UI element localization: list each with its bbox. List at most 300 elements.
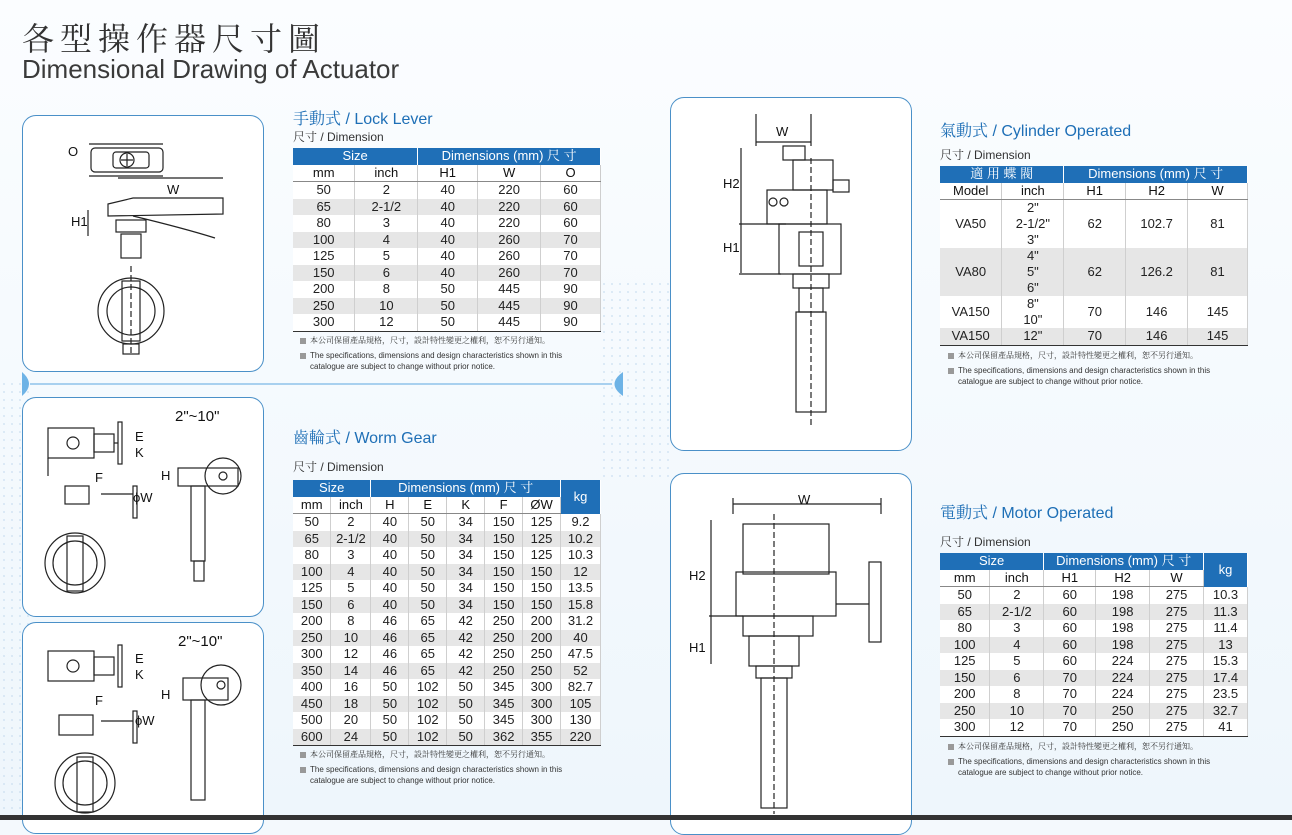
worm-drawing-panel-1 (22, 397, 264, 617)
cell: 60 (1044, 587, 1096, 604)
cell: 102 (409, 696, 447, 713)
cell: 40 (418, 248, 478, 265)
col-header: H1 (418, 165, 478, 182)
cell: 150 (485, 514, 523, 531)
cell: 275 (1150, 686, 1204, 703)
note-en-2: catalogue are subject to change without prior notice. (958, 768, 1144, 777)
cell: 100 (293, 232, 355, 249)
cell: 70 (1064, 328, 1126, 345)
cell: 70 (1044, 703, 1096, 720)
cell: 275 (1150, 703, 1204, 720)
cell: 600 (293, 729, 331, 746)
cell: 50 (418, 314, 478, 331)
cell: 81 (1188, 248, 1248, 296)
col-header: mm (293, 165, 355, 182)
table-row (940, 719, 1248, 736)
inch-value: 6" (1026, 280, 1039, 295)
cell: 125 (940, 653, 990, 670)
cell: 6 (990, 670, 1044, 687)
cell: 275 (1150, 604, 1204, 621)
cell: 81 (1188, 200, 1248, 249)
worm-section-title: 齒輪式 / Worm Gear (293, 430, 437, 447)
inch-value: 3" (1026, 232, 1039, 247)
cell: 90 (541, 281, 601, 298)
dim-label-e: E (135, 651, 144, 666)
cell: 300 (523, 696, 561, 713)
col-header: ØW (523, 497, 561, 514)
cell: 198 (1096, 637, 1150, 654)
cell: 355 (523, 729, 561, 746)
table-row (293, 215, 601, 232)
cell: 15.3 (1204, 653, 1248, 670)
cell: 50 (409, 547, 447, 564)
cell: 125 (523, 514, 561, 531)
cell: 34 (447, 564, 485, 581)
cell (1002, 328, 1064, 345)
cell: 250 (293, 630, 331, 647)
dim-label-w: ϕW (133, 490, 153, 505)
cell: 34 (447, 514, 485, 531)
table-row (293, 248, 601, 265)
size-range-label: 2"~10" (175, 408, 220, 425)
cell: 32.7 (1204, 703, 1248, 720)
cell: 224 (1096, 653, 1150, 670)
cell: 34 (447, 531, 485, 548)
cell: 42 (447, 663, 485, 680)
cell: 300 (523, 679, 561, 696)
cell: 250 (940, 703, 990, 720)
cell: 50 (447, 729, 485, 746)
cell: 2-1/2 (990, 604, 1044, 621)
table-row (293, 630, 601, 647)
cell: 9.2 (561, 514, 601, 531)
header-dimensions: Dimensions (mm) 尺 寸 (371, 480, 561, 497)
cell (1002, 248, 1064, 296)
col-header: inch (331, 497, 371, 514)
cell: 3 (990, 620, 1044, 637)
cylinder-section-title: 氣動式 / Cylinder Operated (940, 123, 1132, 140)
cell: 70 (541, 248, 601, 265)
cell: 10 (990, 703, 1044, 720)
header-size: Size (293, 148, 418, 165)
cell: 10.3 (1204, 587, 1248, 604)
cell: 65 (409, 663, 447, 680)
dim-label-f: F (95, 470, 103, 485)
motor-drawing-panel (670, 473, 912, 835)
cell: 345 (485, 679, 523, 696)
cell: 42 (447, 630, 485, 647)
table-row (940, 670, 1248, 687)
cell: 40 (371, 514, 409, 531)
cell: 102.7 (1126, 200, 1188, 249)
col-header: mm (293, 497, 331, 514)
col-header: H2 (1126, 183, 1188, 200)
cell: 345 (485, 712, 523, 729)
cell: 6 (355, 265, 418, 282)
col-header: K (447, 497, 485, 514)
cell: 445 (478, 314, 541, 331)
cell: 52 (561, 663, 601, 680)
cell: 5 (990, 653, 1044, 670)
table-row (293, 298, 601, 315)
col-header: inch (355, 165, 418, 182)
dim-label-f: F (95, 693, 103, 708)
cell: 198 (1096, 604, 1150, 621)
cell: 6 (331, 597, 371, 614)
cell: 50 (418, 298, 478, 315)
col-header: H1 (1044, 570, 1096, 587)
table-row (293, 729, 601, 746)
table-row (293, 564, 601, 581)
cell: 250 (293, 298, 355, 315)
note-zh: 本公司保留產品規格，尺寸，設計特性變更之權利，恕不另行通知。 (310, 336, 550, 345)
dim-label-o: O (68, 144, 79, 159)
cell: 40 (418, 199, 478, 216)
table-row (293, 696, 601, 713)
dim-label-w: W (776, 124, 789, 139)
col-header: H2 (1096, 570, 1150, 587)
col-header: W (478, 165, 541, 182)
cell: 34 (447, 580, 485, 597)
cell: 70 (1044, 719, 1096, 736)
cell: 50 (409, 514, 447, 531)
dim-label-h: H (161, 687, 171, 702)
note-en-1: The specifications, dimensions and design characteristics shown in this (310, 351, 563, 360)
cell: 300 (940, 719, 990, 736)
cell: 400 (293, 679, 331, 696)
table-row (293, 547, 601, 564)
cell: 65 (409, 646, 447, 663)
inch-value: 4" (1026, 248, 1039, 263)
cylinder-section-subtitle: 尺寸 / Dimension (940, 148, 1031, 162)
cell: 145 (1188, 328, 1248, 345)
note-zh: 本公司保留產品規格，尺寸，設計特性變更之權利，恕不另行通知。 (958, 742, 1198, 751)
cell: 42 (447, 613, 485, 630)
cell: 40 (418, 265, 478, 282)
col-header: W (1150, 570, 1204, 587)
cell: 50 (418, 281, 478, 298)
cell: 40 (418, 232, 478, 249)
dim-label-w: W (798, 492, 811, 507)
cell: 102 (409, 679, 447, 696)
cell: 275 (1150, 637, 1204, 654)
header-dimensions: Dimensions (mm) 尺 寸 (1064, 166, 1248, 183)
cell: 46 (371, 663, 409, 680)
cell: 47.5 (561, 646, 601, 663)
dim-label-h1: H1 (71, 214, 88, 229)
cell: 275 (1150, 670, 1204, 687)
col-header: mm (940, 570, 990, 587)
cell: 126.2 (1126, 248, 1188, 296)
inch-value: 5" (1026, 264, 1039, 279)
dim-label-h: H (161, 468, 171, 483)
cell: 250 (523, 663, 561, 680)
note-en-2: catalogue are subject to change without prior notice. (310, 776, 496, 785)
dim-label-k: K (135, 667, 144, 682)
note-en-1: The specifications, dimensions and design characteristics shown in this (958, 366, 1211, 375)
cell: 62 (1064, 248, 1126, 296)
motor-dimension-table (940, 553, 1248, 737)
cell: 12 (331, 646, 371, 663)
cell: 145 (1188, 296, 1248, 328)
cell: 200 (940, 686, 990, 703)
cell: 90 (541, 314, 601, 331)
cell: 50 (409, 597, 447, 614)
cell: 10.2 (561, 531, 601, 548)
cell: 18 (331, 696, 371, 713)
section-divider (20, 370, 625, 398)
cell: 80 (293, 547, 331, 564)
inch-value: 12" (1023, 328, 1043, 344)
motor-section-title: 電動式 / Motor Operated (940, 505, 1114, 522)
inch-value: 10" (1023, 312, 1043, 327)
col-header: W (1188, 183, 1248, 200)
cell: 31.2 (561, 613, 601, 630)
cell: 40 (371, 580, 409, 597)
table-row (940, 587, 1248, 604)
cell: 50 (409, 564, 447, 581)
cell: 40 (371, 531, 409, 548)
cell: 60 (541, 182, 601, 199)
cell: 50 (371, 679, 409, 696)
cell: 82.7 (561, 679, 601, 696)
cell: 16 (331, 679, 371, 696)
cell: 70 (541, 232, 601, 249)
cell: VA150 (940, 328, 1002, 345)
cell: 125 (293, 580, 331, 597)
table-row (940, 328, 1248, 345)
cell: 445 (478, 281, 541, 298)
col-header: inch (1002, 183, 1064, 200)
cell: 300 (523, 712, 561, 729)
cell: 150 (485, 547, 523, 564)
cell: 65 (293, 199, 355, 216)
worm-section-subtitle: 尺寸 / Dimension (293, 460, 384, 474)
dim-label-h1: H1 (689, 640, 706, 655)
cell: 100 (940, 637, 990, 654)
dim-label-h1: H1 (723, 240, 740, 255)
cell: 300 (293, 314, 355, 331)
cell: 12 (355, 314, 418, 331)
lever-section-subtitle: 尺寸 / Dimension (293, 130, 384, 144)
cell: 130 (561, 712, 601, 729)
cell: 150 (293, 597, 331, 614)
cell: 150 (293, 265, 355, 282)
cell: 50 (447, 696, 485, 713)
cell: 250 (523, 646, 561, 663)
motor-drawing (671, 474, 911, 819)
cell: 350 (293, 663, 331, 680)
footer-bar (0, 815, 1292, 820)
note-zh: 本公司保留產品規格，尺寸，設計特性變更之權利，恕不另行通知。 (310, 750, 550, 759)
table-row (293, 663, 601, 680)
cell: 8 (331, 613, 371, 630)
table-row (293, 514, 601, 531)
cell: 150 (485, 531, 523, 548)
cell: 15.8 (561, 597, 601, 614)
cell: 40 (418, 182, 478, 199)
cell: 3 (331, 547, 371, 564)
table-row (940, 703, 1248, 720)
cell: 200 (523, 630, 561, 647)
cell (1002, 296, 1064, 328)
cell: 24 (331, 729, 371, 746)
table-row (940, 296, 1248, 328)
dim-label-e: E (135, 429, 144, 444)
col-header: O (541, 165, 601, 182)
cell: 150 (523, 580, 561, 597)
page-title-zh: 各型操作器尺寸圖 (22, 20, 327, 58)
cell: 50 (447, 712, 485, 729)
cell: 10.3 (561, 547, 601, 564)
cell: 260 (478, 265, 541, 282)
cell: 150 (485, 597, 523, 614)
table-row (940, 620, 1248, 637)
cell: 224 (1096, 670, 1150, 687)
header-size: Size (940, 553, 1044, 570)
cell: 17.4 (1204, 670, 1248, 687)
note-en-1: The specifications, dimensions and design characteristics shown in this (310, 765, 563, 774)
cell: 60 (1044, 637, 1096, 654)
cell: 275 (1150, 719, 1204, 736)
header-dimensions: Dimensions (mm) 尺 寸 (1044, 553, 1204, 570)
cell: 46 (371, 630, 409, 647)
cell: 220 (561, 729, 601, 746)
col-header: Model (940, 183, 1002, 200)
cell: 100 (293, 564, 331, 581)
cell: 60 (1044, 604, 1096, 621)
cell: 362 (485, 729, 523, 746)
cell: 65 (293, 531, 331, 548)
cell: 50 (371, 729, 409, 746)
table-row (940, 200, 1248, 249)
header-dimensions: Dimensions (mm) 尺 寸 (418, 148, 601, 165)
worm-drawing-panel-2 (22, 622, 264, 834)
page-title-en: Dimensional Drawing of Actuator (22, 54, 400, 84)
cell: 50 (293, 182, 355, 199)
cell: 150 (523, 597, 561, 614)
col-header: F (485, 497, 523, 514)
dim-label-w: W (167, 182, 180, 197)
table-row (940, 604, 1248, 621)
cell: VA150 (940, 296, 1002, 328)
table-row (940, 248, 1248, 296)
cell: 90 (541, 298, 601, 315)
cell: 198 (1096, 587, 1150, 604)
cell: 250 (1096, 719, 1150, 736)
cell: 41 (1204, 719, 1248, 736)
header-kg: kg (561, 480, 601, 514)
dim-label-k: K (135, 445, 144, 460)
cell: 80 (293, 215, 355, 232)
cell: VA50 (940, 200, 1002, 249)
cylinder-drawing (671, 98, 911, 450)
cell: 102 (409, 729, 447, 746)
cell: 275 (1150, 620, 1204, 637)
cell: 450 (293, 696, 331, 713)
cell: 70 (541, 265, 601, 282)
dim-label-w: ϕW (135, 713, 155, 728)
cell: 12 (561, 564, 601, 581)
cell: 46 (371, 613, 409, 630)
cell: 70 (1064, 296, 1126, 328)
cell: 60 (1044, 620, 1096, 637)
cell: 62 (1064, 200, 1126, 249)
cell: 10 (355, 298, 418, 315)
cell: 445 (478, 298, 541, 315)
header-size: Size (293, 480, 371, 497)
cell: 146 (1126, 328, 1188, 345)
table-row (293, 613, 601, 630)
table-row (293, 182, 601, 199)
cell: 34 (447, 597, 485, 614)
cell: 11.3 (1204, 604, 1248, 621)
cell: 5 (355, 248, 418, 265)
table-row (940, 637, 1248, 654)
cell: 60 (1044, 653, 1096, 670)
size-range-label: 2"~10" (178, 633, 223, 650)
cell: 105 (561, 696, 601, 713)
cell: 60 (541, 199, 601, 216)
cell: 2 (990, 587, 1044, 604)
table-row (293, 199, 601, 216)
table-row (293, 712, 601, 729)
cell: 102 (409, 712, 447, 729)
cell: 200 (523, 613, 561, 630)
cell: 46 (371, 646, 409, 663)
cell: 260 (478, 248, 541, 265)
cell: 65 (409, 630, 447, 647)
cell: 198 (1096, 620, 1150, 637)
cell: 23.5 (1204, 686, 1248, 703)
table-row (293, 281, 601, 298)
inch-value: 2" (1026, 200, 1039, 215)
dim-label-h2: H2 (689, 568, 706, 583)
note-en-2: catalogue are subject to change without prior notice. (958, 377, 1144, 386)
cell: 40 (371, 597, 409, 614)
cell: 4 (990, 637, 1044, 654)
table-row (293, 580, 601, 597)
cell: 40 (561, 630, 601, 647)
cell: 40 (418, 215, 478, 232)
cell: 4 (355, 232, 418, 249)
cell: 50 (940, 587, 990, 604)
cell: 60 (541, 215, 601, 232)
cell: 50 (409, 531, 447, 548)
disclaimer-note (300, 749, 600, 786)
cell: 2-1/2 (331, 531, 371, 548)
cell: 220 (478, 199, 541, 216)
cell: 4 (331, 564, 371, 581)
cell: 125 (523, 547, 561, 564)
table-row (293, 679, 601, 696)
cylinder-drawing-panel (670, 97, 912, 451)
col-header: E (409, 497, 447, 514)
table-row (293, 265, 601, 282)
cell: 224 (1096, 686, 1150, 703)
inch-value: 2-1/2" (1015, 216, 1050, 231)
table-row (293, 597, 601, 614)
cell: 42 (447, 646, 485, 663)
cylinder-dimension-table (940, 166, 1248, 346)
col-header: H1 (1064, 183, 1126, 200)
cell: 250 (485, 646, 523, 663)
cell: 250 (485, 630, 523, 647)
table-row (293, 232, 601, 249)
cell: 5 (331, 580, 371, 597)
col-header: inch (990, 570, 1044, 587)
cell: 10 (331, 630, 371, 647)
